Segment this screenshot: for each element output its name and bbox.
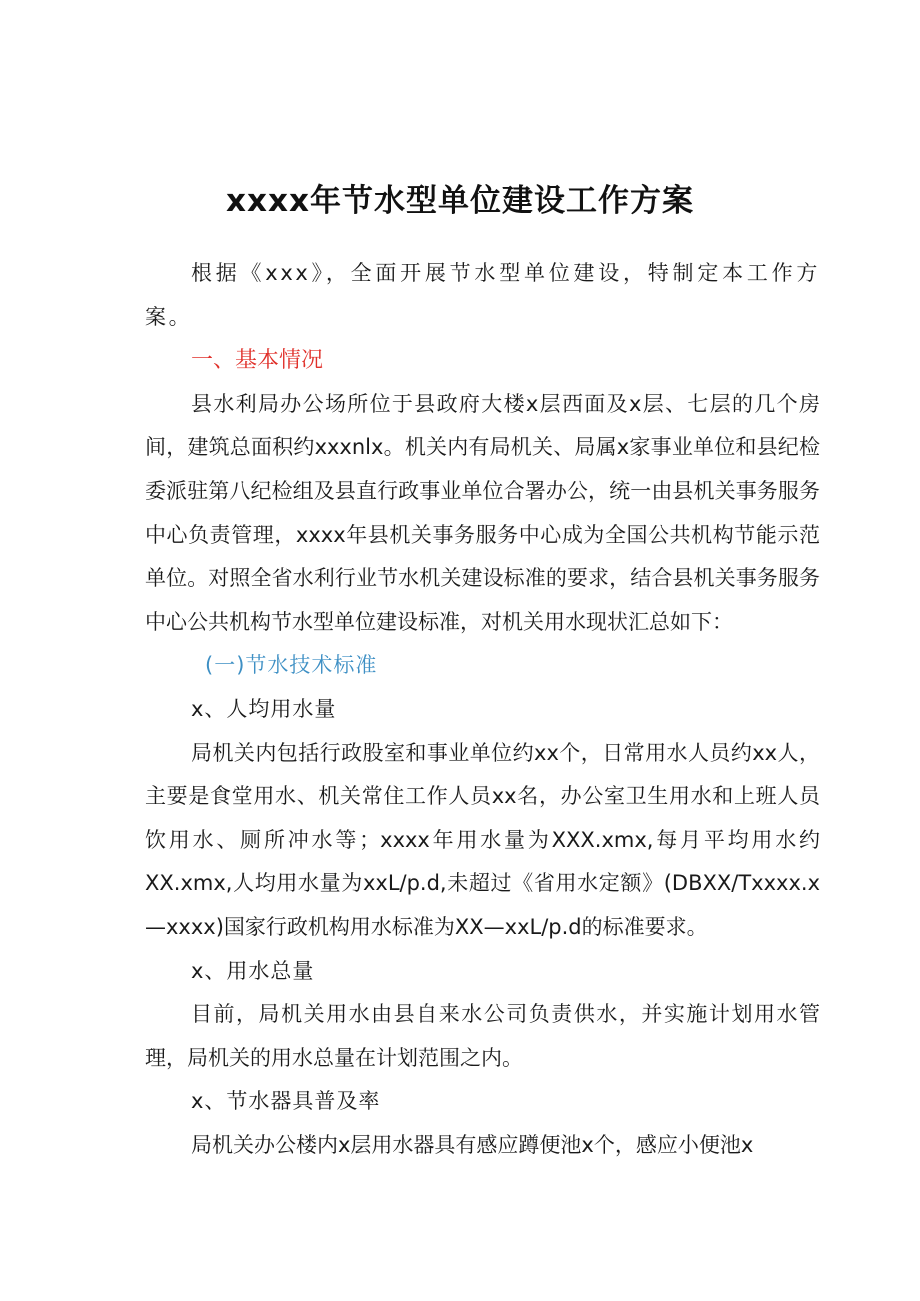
intro-paragraph: 根据《xxx》，全面开展节水型单位建设，特制定本工作方案。	[145, 261, 820, 329]
item-heading-total-water: x、用水总量	[191, 958, 315, 983]
section-heading-basic-situation: 一、基本情况	[191, 348, 324, 374]
item-heading-per-capita-water: x、人均用水量	[191, 696, 337, 721]
subsection-heading-technical-standards: (一)节水技术标准	[205, 653, 378, 678]
document-body	[145, 252, 820, 1167]
fixture-rate-paragraph: 局机关办公楼内x层用水器具有感应蹲便池x个，感应小便池x	[191, 1132, 754, 1157]
total-water-paragraph: 目前，局机关用水由县自来水公司负责供水，并实施计划用水管理，局机关的用水总量在计划范围之内。	[145, 1002, 820, 1070]
document-title: xxxx年节水型单位建设工作方案	[226, 183, 694, 219]
basic-situation-paragraph: 县水利局办公场所位于县政府大楼x层西面及x层、七层的几个房间，建筑总面积约xxxnlx。机关内有局机关、局属x家事业单位和县纪检委派驻第八纪检组及县直行政事业单位合署办公，统一由县机关事务服务中心负责管理，xxxx年县机关事务服务中心成为全国公共机构节能示范单位。对照全省水利行业节水机关建设标准的要求，结合县机关事务服务中心公共机构节水型单位建设标准，对机关用水现状汇总如下：	[145, 391, 820, 634]
per-capita-water-paragraph: 局机关内包括行政股室和事业单位约xx个，日常用水人员约xx人，主要是食堂用水、机关常住工作人员xx名，办公室卫生用水和上班人员饮用水、厕所冲水等；xxxx年用水量为XXX.xmx,每月平均用水约XX.xmx,人均用水量为xxL/p.d,未超过《省用水定额》(DBXX/Txxxx.x—xxxx)国家行政机构用水标准为XX—xxL/p.d的标准要求。	[145, 740, 820, 939]
item-heading-fixture-rate: x、节水器具普及率	[191, 1089, 381, 1114]
